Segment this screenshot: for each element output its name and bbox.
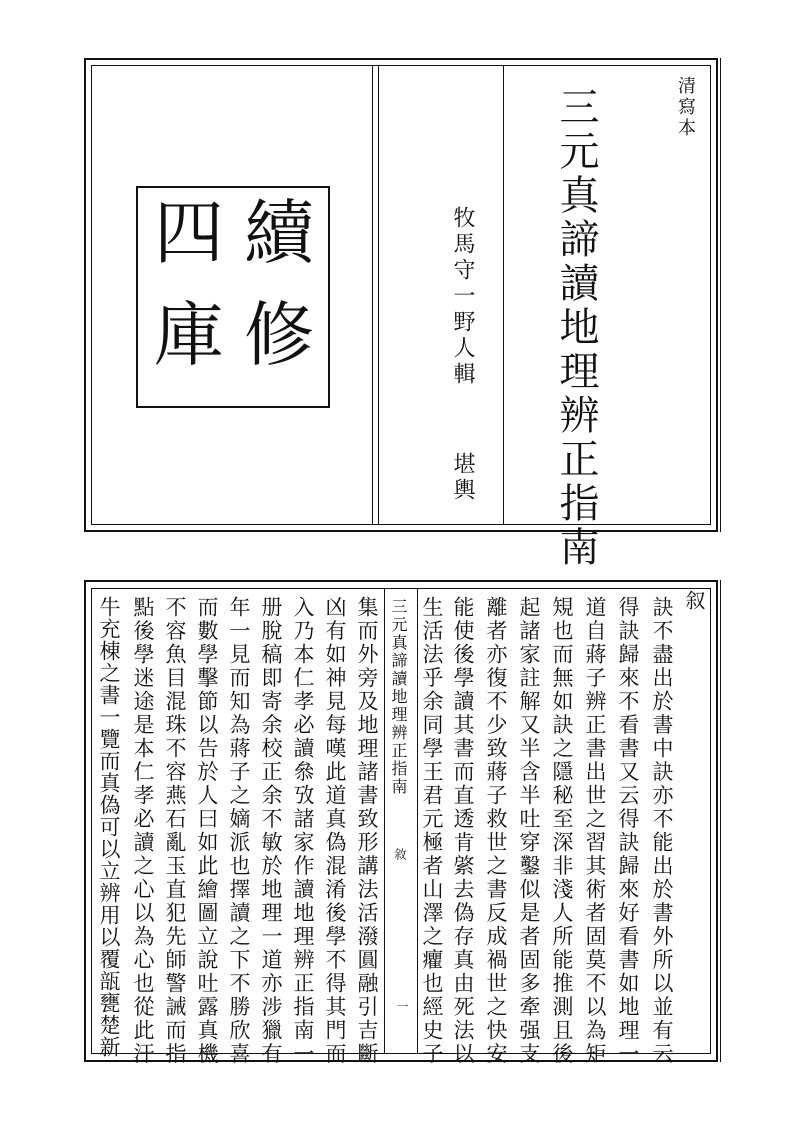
center-margin-left-rule — [384, 588, 385, 1054]
section-label: 叙 — [682, 590, 706, 610]
seal-char: 修 — [244, 294, 314, 376]
center-margin-title: 三元真諦讀地理辨正指南 — [389, 598, 408, 796]
title-page-divider-left — [372, 65, 373, 525]
text-column: 䂓也而無如訣之隱秘至深非淺人所能推測且後 — [550, 596, 574, 1066]
text-column: 册脫稿即寄余校正余不敏於地理一道亦涉獵有 — [259, 596, 283, 1066]
text-column: 能使後學讀其書而直透肯綮去偽存真由死法以 — [451, 596, 475, 1066]
seal-char: 庫 — [154, 294, 224, 376]
text-column: 不容魚目混珠不容燕石亂玉直犯先師警誡而指 — [163, 596, 187, 1066]
text-column: 入乃本仁孝必讀叅攷諸家作讀地理辨正指南一 — [291, 596, 315, 1066]
compiler-credit: 牧馬守一野人輯 — [450, 206, 475, 388]
book-title: 三元真諦讀地理辨正指南 — [553, 86, 599, 570]
text-column: 而數學擊節以告於人曰如此繪圖立說吐露真機 — [195, 596, 219, 1066]
text-column: 起諸家註解又半含半吐穿鑿似是者固多牽强支 — [517, 596, 541, 1066]
seal-char: 四 — [154, 192, 224, 274]
edition-label: 清寫本 — [675, 76, 696, 139]
text-column: 得訣歸來不看書又云得訣歸來好看書如地理一 — [616, 596, 640, 1066]
text-column: 生活法乎余同學王君元極者山澤之癯也經史子 — [420, 596, 444, 1066]
seal-stamp — [136, 186, 330, 408]
preface-page-edge-strip — [720, 580, 721, 1062]
category-label: 堪輿 — [450, 452, 475, 504]
title-page-divider-left-double — [378, 65, 379, 525]
page-number: 一 — [395, 1000, 409, 1012]
center-margin-section: 敘 — [393, 848, 407, 860]
text-column: 集而外旁及地理諸書致形講法活潑圓融引吉斷 — [355, 596, 379, 1066]
text-column: 牛充棟之書一覽而真偽可以立辨用以覆瓿甕楚新 — [97, 596, 121, 1058]
text-column: 年一見而知為蔣子之嫡派也擇讀之下不勝欣喜 — [227, 596, 251, 1066]
title-page-divider-right — [503, 65, 504, 525]
center-margin-right-rule — [417, 588, 418, 1054]
text-column: 凶有如神見每嘆此道真偽混淆後學不得其門而 — [323, 596, 347, 1066]
text-column: 訣不盡出於書中訣亦不能出於書外所以並有云 — [650, 596, 674, 1066]
text-column: 點後學迷途是本仁孝必讀之心以為心也從此汗 — [131, 596, 155, 1066]
text-column: 道自蔣子辨正書出世之習其術者固莫不以為矩 — [583, 596, 607, 1066]
seal-char: 續 — [244, 192, 314, 274]
title-page-edge-strip — [720, 58, 721, 532]
text-column: 離者亦復不少致蔣子救世之書反成禍世之快安 — [484, 596, 508, 1066]
